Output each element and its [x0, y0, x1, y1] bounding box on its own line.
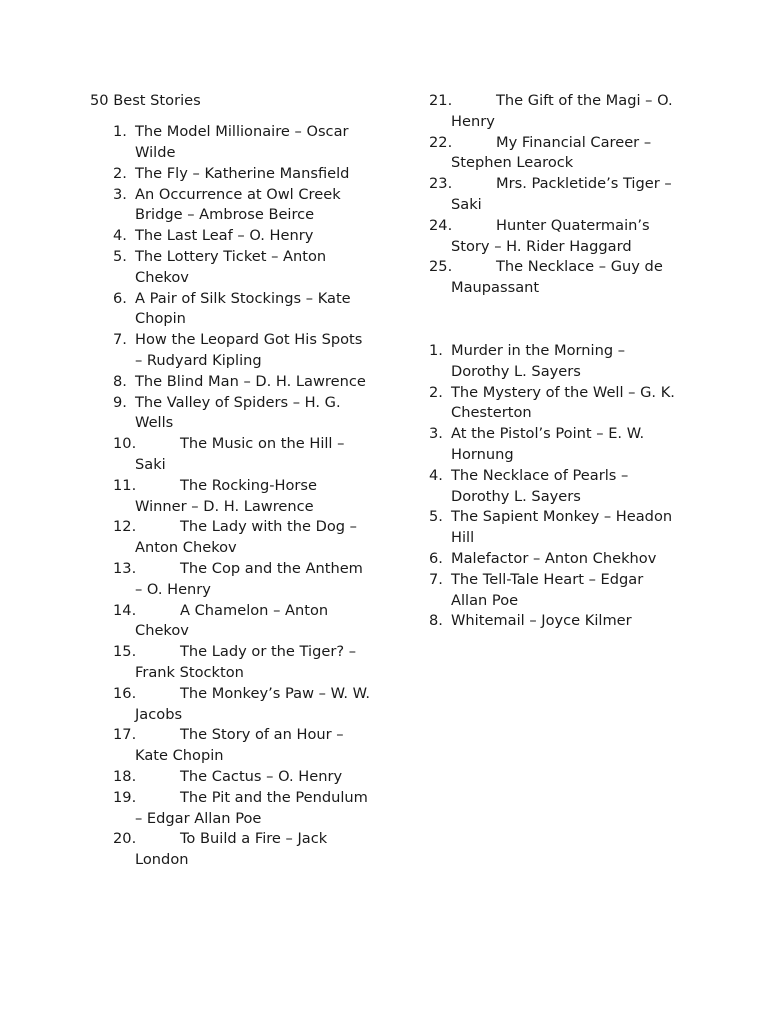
- item-number: 4.: [429, 466, 443, 484]
- item-number: 3.: [113, 185, 127, 203]
- list-item: [113, 164, 370, 185]
- item-number: 2.: [429, 383, 443, 401]
- list-item: [113, 122, 370, 164]
- item-text: The Last Leaf – O. Henry: [135, 227, 314, 245]
- item-number: 7.: [113, 331, 127, 349]
- list-item: [429, 257, 679, 299]
- item-number: 6.: [113, 289, 127, 307]
- item-number: 5.: [429, 508, 443, 526]
- list-item: [113, 684, 370, 726]
- item-number: 14.: [113, 601, 137, 619]
- item-number: 16.: [113, 684, 137, 702]
- list-item: [113, 767, 370, 788]
- item-number: 4.: [113, 227, 127, 245]
- item-text: The Lottery Ticket – Anton Chekov: [135, 248, 327, 286]
- item-text: The Necklace of Pearls – Dorothy L. Sayers: [451, 466, 629, 505]
- item-number: 17.: [113, 726, 137, 744]
- list-item: [429, 424, 679, 466]
- item-number: 7.: [429, 570, 443, 588]
- item-number: 1.: [429, 341, 443, 359]
- list-item: [429, 507, 679, 549]
- item-text: The Tell-Tale Heart – Edgar Allan Poe: [451, 570, 644, 609]
- list-item: [429, 133, 679, 175]
- item-text: A Chamelon – Anton Chekov: [135, 601, 329, 640]
- list-item: [113, 372, 370, 393]
- list-item: [113, 725, 370, 767]
- item-text: The Story of an Hour – Kate Chopin: [135, 726, 344, 765]
- item-number: 11.: [113, 476, 137, 494]
- item-text: The Model Millionaire – Oscar Wilde: [135, 123, 349, 162]
- item-text: How the Leopard Got His Spots – Rudyard Kipling: [135, 331, 363, 370]
- item-text: The Gift of the Magi – O. Henry: [451, 92, 673, 130]
- item-text: Malefactor – Anton Chekhov: [451, 549, 657, 567]
- item-number: 1.: [113, 123, 127, 141]
- item-number: 3.: [429, 425, 443, 443]
- item-number: 21.: [429, 92, 453, 109]
- item-text: The Cactus – O. Henry: [180, 768, 343, 785]
- list-item: [113, 330, 370, 372]
- list-item: [113, 829, 370, 871]
- item-number: 9.: [113, 393, 127, 411]
- item-text: The Pit and the Pendulum – Edgar Allan Poe: [135, 788, 368, 827]
- list-item: [113, 559, 370, 601]
- item-text: The Monkey’s Paw – W. W. Jacobs: [135, 684, 371, 723]
- item-text: Murder in the Morning – Dorothy L. Sayers: [451, 341, 626, 380]
- item-text: The Mystery of the Well – G. K. Chesterton: [451, 383, 675, 422]
- list-item: [113, 476, 370, 518]
- story-list-continued: [429, 91, 679, 299]
- item-text: At the Pistol’s Point – E. W. Hornung: [451, 425, 645, 463]
- list-item: [429, 91, 679, 133]
- item-text: The Lady or the Tiger? – Frank Stockton: [135, 643, 356, 682]
- item-number: 8.: [113, 372, 127, 390]
- item-number: 25.: [429, 258, 453, 276]
- item-number: 10.: [113, 435, 137, 453]
- item-text: The Lady with the Dog – Anton Chekov: [135, 518, 357, 557]
- item-text: The Sapient Monkey – Headon Hill: [451, 508, 673, 547]
- list-item: [429, 611, 679, 632]
- list-item: [113, 226, 370, 247]
- item-text: My Financial Career – Stephen Learock: [451, 133, 652, 172]
- list-item: [429, 216, 679, 258]
- item-text: The Cop and the Anthem – O. Henry: [135, 560, 363, 598]
- item-text: The Music on the Hill – Saki: [135, 435, 345, 474]
- item-number: 19.: [113, 788, 137, 806]
- item-text: Mrs. Packletide’s Tiger – Saki: [451, 175, 672, 213]
- item-text: A Pair of Silk Stockings – Kate Chopin: [135, 289, 351, 328]
- right-column: [429, 91, 679, 632]
- item-number: 2.: [113, 164, 127, 182]
- story-list-mystery: [429, 341, 679, 632]
- item-text: To Build a Fire – Jack London: [135, 830, 328, 869]
- document-title: 50 Best Stories: [90, 92, 201, 109]
- item-text: The Rocking-Horse Winner – D. H. Lawrence: [135, 476, 317, 515]
- list-item: [429, 570, 679, 612]
- item-text: The Blind Man – D. H. Lawrence: [135, 372, 366, 390]
- item-number: 6.: [429, 549, 443, 567]
- list-item: [113, 393, 370, 435]
- item-number: 13.: [113, 560, 137, 578]
- list-item: [113, 642, 370, 684]
- item-number: 12.: [113, 518, 137, 536]
- left-column: [90, 91, 370, 871]
- item-number: 24.: [429, 216, 453, 234]
- list-item: [429, 466, 679, 508]
- list-item: [429, 383, 679, 425]
- item-number: 8.: [429, 612, 443, 630]
- item-text: The Fly – Katherine Mansfield: [135, 164, 350, 182]
- list-item: [113, 601, 370, 643]
- item-number: 15.: [113, 643, 137, 661]
- item-number: 18.: [113, 768, 137, 785]
- item-number: 23.: [429, 175, 453, 193]
- list-item: [113, 788, 370, 830]
- story-list-left: [90, 122, 370, 871]
- item-text: Whitemail – Joyce Kilmer: [451, 612, 632, 630]
- list-spacer: [429, 299, 679, 341]
- list-item: [429, 549, 679, 570]
- item-text: An Occurrence at Owl Creek Bridge – Ambrose Beirce: [135, 185, 341, 224]
- item-number: 22.: [429, 133, 453, 151]
- list-item: [429, 174, 679, 216]
- list-item: [429, 341, 679, 383]
- item-text: Hunter Quatermain’s Story – H. Rider Haggard: [451, 216, 650, 255]
- list-item: [113, 289, 370, 331]
- list-item: [113, 517, 370, 559]
- item-number: 5.: [113, 248, 127, 266]
- item-number: 20.: [113, 830, 137, 848]
- item-text: The Necklace – Guy de Maupassant: [451, 258, 663, 297]
- list-item: [113, 434, 370, 476]
- list-item: [113, 185, 370, 227]
- item-text: The Valley of Spiders – H. G. Wells: [135, 393, 341, 432]
- list-item: [113, 247, 370, 289]
